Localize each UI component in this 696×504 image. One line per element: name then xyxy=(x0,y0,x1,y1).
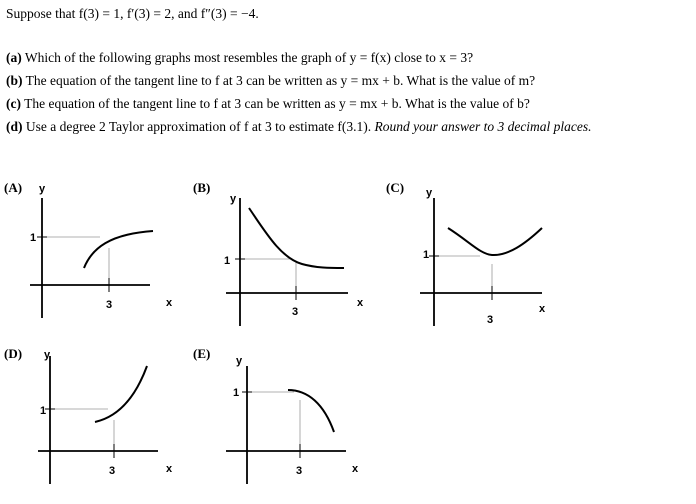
graph-d-curve xyxy=(95,366,147,422)
question-a-label: (a) xyxy=(6,50,22,65)
graph-c-x-tick-label: 3 xyxy=(487,314,494,326)
graph-d-x-label: x xyxy=(166,463,173,475)
graph-d-x-tick-label: 3 xyxy=(109,465,116,477)
graph-e-label: (E) xyxy=(193,346,211,361)
graph-a xyxy=(20,178,190,328)
graph-e-y-tick-label: 1 xyxy=(233,387,240,399)
graph-c-y-tick-label: 1 xyxy=(423,249,430,261)
graph-c xyxy=(410,178,580,338)
graph-a-x-tick-label: 3 xyxy=(106,299,113,311)
graph-b-y-tick-label: 1 xyxy=(224,255,231,267)
graph-e-x-label: x xyxy=(352,463,359,475)
graph-e-curve xyxy=(288,390,334,432)
graph-b-label: (B) xyxy=(193,180,211,195)
graph-b xyxy=(216,178,386,338)
graph-a-x-label: x xyxy=(166,297,173,309)
graph-a-label: (A) xyxy=(4,180,23,195)
graph-b-y-label: y xyxy=(230,193,237,205)
graph-e xyxy=(216,344,386,494)
question-b-text: The equation of the tangent line to f at 3 can be written as y = mx + b. What is the value of m? xyxy=(25,73,536,88)
graph-c-curve xyxy=(448,228,542,255)
graph-d-y-label: y xyxy=(44,349,51,361)
graph-c-label: (C) xyxy=(386,180,405,195)
graph-a-curve xyxy=(84,231,153,268)
graph-b-x-label: x xyxy=(357,297,364,309)
question-a-text: Which of the following graphs most resembles the graph of y = f(x) close to x = 3? xyxy=(24,50,474,65)
graph-d-y-tick-label: 1 xyxy=(40,405,47,417)
graph-c-x-label: x xyxy=(539,303,546,315)
graph-e-y-label: y xyxy=(236,355,243,367)
question-d-emphasis: Round your answer to 3 decimal places. xyxy=(374,119,592,134)
question-c-text: The equation of the tangent line to f at 3 can be written as y = mx + b. What is the value of b? xyxy=(24,96,530,111)
question-c xyxy=(6,96,530,112)
graph-a-y-tick-label: 1 xyxy=(30,232,37,244)
graph-c-y-label: y xyxy=(426,187,433,199)
graph-d xyxy=(28,344,198,494)
question-c-label: (c) xyxy=(6,96,21,111)
graph-e-x-tick-label: 3 xyxy=(296,465,303,477)
graph-b-x-tick-label: 3 xyxy=(292,306,299,318)
question-d-label: (d) xyxy=(6,119,23,134)
question-d-text: Use a degree 2 Taylor approximation of f at 3 to estimate f(3.1). xyxy=(25,119,372,134)
question-b-label: (b) xyxy=(6,73,23,88)
problem-intro: Suppose that f(3) = 1, f′(3) = 2, and f″(3) = −4. xyxy=(6,6,259,21)
graph-a-y-label: y xyxy=(39,183,46,195)
question-a xyxy=(6,50,473,66)
graph-d-label: (D) xyxy=(4,346,23,361)
question-b xyxy=(6,73,535,89)
question-d xyxy=(6,119,592,135)
